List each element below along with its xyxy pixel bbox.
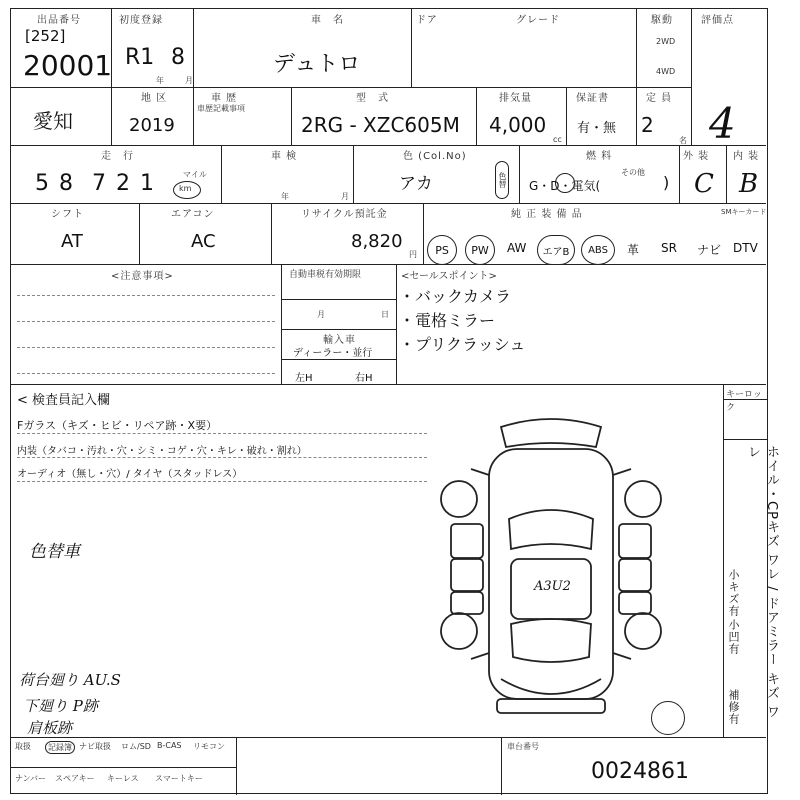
bottom-item-plate: ナンバー — [15, 774, 47, 783]
handwritten-shoulder: 肩板跡 — [27, 719, 73, 737]
notes-header: <注意事項> — [111, 271, 174, 282]
sales-points — [399, 285, 525, 357]
handwritten-bed: 荷台廻り AU.S — [19, 671, 121, 689]
displacement-header: 排気量 — [499, 93, 532, 104]
sales-header: <セールスポイント> — [401, 271, 497, 282]
capacity-header: 定 員 — [646, 93, 673, 104]
color-change-label: 色替 — [495, 161, 509, 199]
key-circle — [651, 701, 685, 735]
equip-sr: SR — [661, 241, 677, 255]
warranty-header: 保証書 — [576, 93, 609, 104]
equip-aw: AW — [507, 241, 527, 255]
equip-leather: 革 — [627, 243, 640, 257]
interior-grade: B — [739, 169, 759, 199]
bottom-item-keyless: キーレス — [107, 774, 139, 783]
model-name: デュトロ — [273, 52, 361, 77]
capacity-value: 2 — [641, 113, 654, 137]
bottom-item-rom: ロム/SD — [121, 742, 151, 751]
score-header: 評価点 — [701, 15, 734, 26]
equip-navi: ナビ — [697, 243, 722, 257]
chassis-number: 0024861 — [591, 759, 689, 784]
side-note-minor-dent: 小凹有 — [727, 619, 740, 655]
mileage-digits — [35, 171, 164, 196]
shift-value: AT — [61, 231, 83, 252]
exterior-header: 外 装 — [683, 151, 710, 162]
recycle-header: リサイクル預託金 — [301, 209, 388, 220]
sales-point-1: ・バックカメラ — [399, 287, 512, 306]
fuel-other: その他 — [621, 168, 645, 177]
equip-abs: ABS — [581, 235, 615, 265]
bottom-item-sparekey: スペアキー — [55, 774, 95, 783]
shift-header: シフト — [51, 209, 84, 220]
side-note-minor-scratch: 小キズ有 — [727, 569, 740, 617]
inspector-line-2: 内装（タバコ・汚れ・穴・シミ・コゲ・穴・キレ・破れ・割れ） — [17, 446, 307, 457]
fuel-header: 燃 料 — [586, 151, 613, 162]
bottom-item-smartkey: スマートキー — [155, 774, 203, 783]
doors-header: ドア — [416, 15, 438, 26]
bottom-item-navi: ナビ取扱 — [79, 742, 111, 751]
equip-ps: PS — [427, 235, 457, 265]
displacement-unit: cc — [553, 135, 562, 144]
displacement-value: 4,000 — [489, 113, 547, 137]
title-expiry-header: 自動車税有効期限 — [289, 270, 362, 280]
auction-sheet — [10, 8, 779, 794]
lot-header: 出品番号 — [37, 15, 81, 26]
exterior-grade: C — [694, 169, 714, 199]
first-reg-era: R1 — [125, 45, 155, 70]
inspect-header: 車 検 — [271, 151, 298, 162]
vehicle-model: 2RG - XZC605M — [301, 113, 460, 137]
mileage-digit-3: 7 — [92, 171, 116, 196]
lot-number: 20001 — [23, 49, 113, 82]
keylock-header: キーロック — [726, 390, 762, 413]
inspector-line-1: Fガラス（キズ・ヒビ・リペア跡・X要） — [17, 419, 218, 432]
first-reg-header: 初度登録 — [119, 15, 163, 26]
mileage-digit-1: 5 — [35, 171, 59, 196]
inspect-year-unit: 年 — [281, 192, 289, 201]
grade-header: グレード — [516, 15, 560, 26]
inspector-header: < 検査員記入欄 — [17, 393, 111, 408]
bottom-item-bcas: B-CAS — [157, 741, 182, 750]
handwritten-color-change: 色替車 — [29, 542, 80, 562]
model-header: 車 名 — [311, 15, 344, 26]
region: 愛知 — [33, 109, 73, 133]
aircon-header: エアコン — [171, 209, 215, 220]
warranty: 有・無 — [577, 121, 617, 136]
side-note-main: ホイル・CPキズ ワレ / ドアミラー キズ ワレ — [745, 445, 779, 719]
inspect-month-unit: 月 — [341, 192, 349, 201]
model-year: 2019 — [129, 115, 175, 136]
lot-bracket: [252] — [25, 27, 66, 45]
vehicle-model-header: 型 式 — [356, 93, 389, 104]
color-value: アカ — [399, 174, 433, 194]
month-unit: 月 — [185, 76, 193, 85]
handwritten-underbody: 下廻り P跡 — [23, 697, 98, 715]
diagram-mark: A3U2 — [534, 579, 571, 594]
handle-right: 右H — [355, 373, 373, 384]
fuel-close: ) — [663, 173, 670, 192]
mileage-digit-2: 8 — [59, 171, 83, 196]
mileage-header: 走 行 — [101, 151, 134, 162]
score-value: 4 — [709, 99, 736, 148]
title-day-unit: 日 — [381, 310, 389, 319]
bottom-item-handling: 取扱 — [15, 742, 31, 751]
interior-header: 内 装 — [733, 151, 760, 162]
drive-2wd: 2WD — [656, 37, 676, 46]
km-unit: km — [179, 184, 192, 193]
equip-pw: PW — [465, 235, 495, 265]
aircon-value: AC — [191, 231, 216, 252]
bottom-item-records: 記録簿 — [45, 741, 75, 754]
car-diagram — [431, 409, 671, 729]
equip-airbag: エアB — [537, 235, 575, 265]
recycle-fee: 8,820 — [351, 231, 403, 252]
recorded-label: 車歴記載事項 — [197, 104, 245, 113]
import-header: 輸入車 — [323, 335, 356, 346]
region-header: 地 区 — [141, 93, 168, 104]
inspector-line-3: オーディオ（無し・穴）/ タイヤ（スタッドレス） — [17, 469, 243, 480]
title-month-unit: 月 — [317, 310, 325, 319]
year-unit: 年 — [156, 76, 164, 85]
equip-dtv: DTV — [733, 241, 758, 255]
inspection-header: 車 歴 — [211, 93, 238, 104]
recycle-unit: 円 — [409, 250, 417, 259]
bottom-item-remote: リモコン — [193, 742, 225, 751]
mileage-digit-4: 2 — [116, 171, 140, 196]
drive-4wd: 4WD — [656, 67, 676, 76]
drive-header: 駆動 — [651, 15, 673, 26]
fuel-options: G・D・電気( — [529, 179, 601, 193]
capacity-unit: 名 — [679, 136, 687, 145]
handle-left: 左H — [295, 373, 313, 384]
color-header: 色 (Col.No) — [403, 151, 467, 162]
smartkey-header: SMキーカード — [721, 208, 767, 216]
mileage-digit-5: 1 — [140, 171, 164, 196]
import-type: ディーラー・並行 — [293, 348, 373, 359]
chassis-label: 車台番号 — [507, 742, 539, 751]
side-note-repair: 補修有 — [727, 689, 740, 725]
mile-unit: マイル — [183, 170, 207, 179]
first-reg-month: 8 — [171, 45, 185, 70]
sales-point-2: ・電格ミラー — [399, 311, 496, 330]
equipment-header: 純 正 装 備 品 — [511, 209, 583, 220]
sales-point-3: ・プリクラッシュ — [399, 335, 526, 354]
